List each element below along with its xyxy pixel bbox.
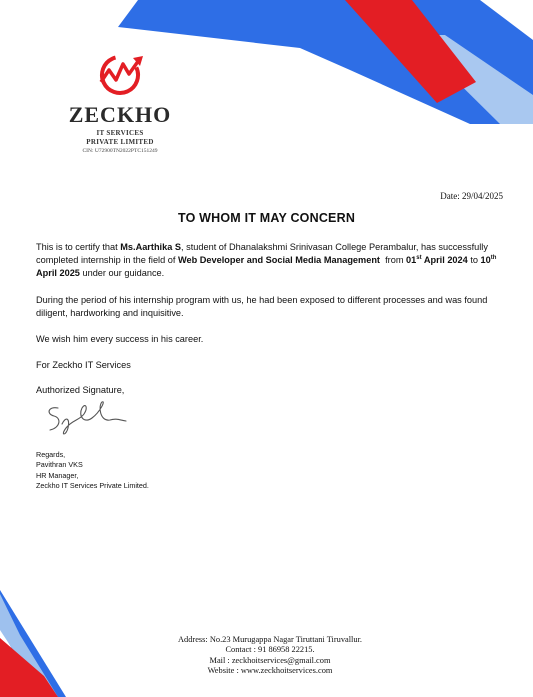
company-name: ZECKHO <box>68 102 172 127</box>
certification-paragraph: This is to certify that Ms.Aarthika S, student of Dhanalakshmi Srinivasan College Perambalur, has successfully completed internship in the field of Web Developer and Social Media Management from 01st April 2024 to 10th April 2025 under our guidance. <box>36 242 497 278</box>
company-cin: CIN: U72900TN2022PTC151249 <box>82 148 158 154</box>
regards-block <box>36 450 149 491</box>
signatory-title: HR Manager, <box>36 470 79 480</box>
company-subtitle-it-services: IT SERVICES <box>96 129 144 137</box>
company-subtitle-private-limited: PRIVATE LIMITED <box>86 138 154 146</box>
footer-mail: Mail : zeckhoitservices@gmail.com <box>209 655 331 665</box>
signatory-name: Pavithran VKS <box>36 460 83 470</box>
internship-field: Web Developer and Social Media Management <box>177 255 380 265</box>
footer-contact-number: Contact : 91 86958 22215. <box>225 645 315 655</box>
footer-contact <box>150 635 390 677</box>
signatory-company: Zeckho IT Services Private Limited. <box>36 480 149 490</box>
zeckho-logo-icon <box>89 52 151 98</box>
letter-heading: TO WHOM IT MAY CONCERN <box>177 211 356 225</box>
company-logo <box>60 52 180 155</box>
footer-address: Address: No.23 Murugappa Nagar Tiruttani Tiruvallur. <box>177 635 362 644</box>
start-date: 01st April 2024 <box>406 254 468 265</box>
footer-website: Website : www.zeckhoitservices.com <box>207 666 333 676</box>
end-date: 10th April 2025 <box>36 254 497 278</box>
for-company-line: For Zeckho IT Services <box>36 360 131 370</box>
wishes-paragraph: We wish him every success in his career. <box>36 334 204 344</box>
letter-date: Date: 29/04/2025 <box>440 191 503 201</box>
intern-name: Ms.Aarthika S <box>120 242 182 252</box>
signature-icon <box>40 398 140 438</box>
internship-assessment-paragraph: During the period of his internship program with us, he had been exposed to different processes and was found diligent, hardworking and inquisitive. <box>36 295 488 318</box>
authorized-signature-label: Authorized Signature, <box>36 385 125 395</box>
regards-line: Regards, <box>36 450 66 459</box>
